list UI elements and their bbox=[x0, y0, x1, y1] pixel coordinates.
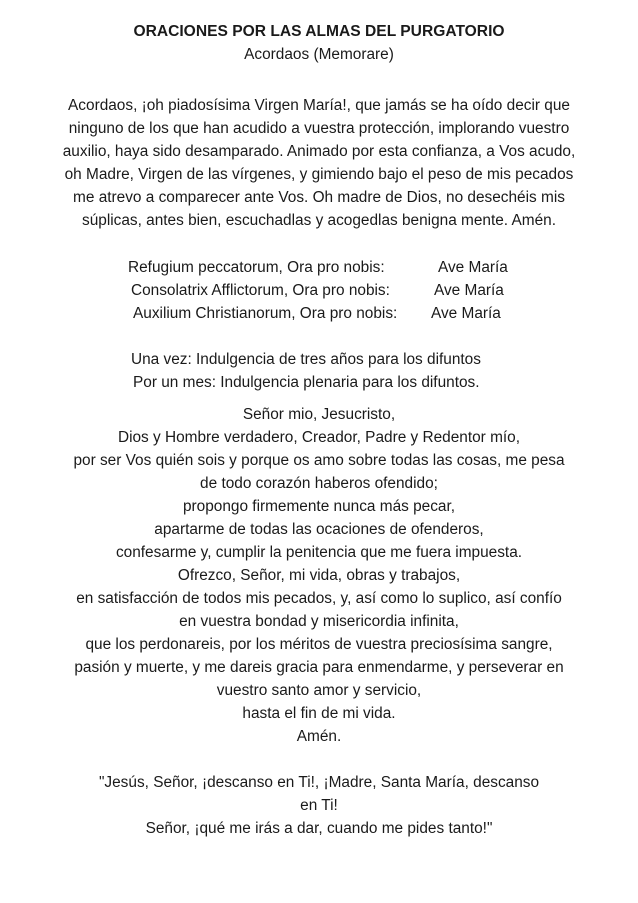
prayer-line: Ofrezco, Señor, mi vida, obras y trabajos, bbox=[177, 567, 461, 584]
prayer-line: en vuestra bondad y misericordia infinita, bbox=[179, 613, 459, 630]
prayer-line: en satisfacción de todos mis pecados, y, así como lo suplico, así confío bbox=[76, 590, 562, 607]
prayer-line: por ser Vos quién sois y porque os amo sobre todas las cosas, me pesa bbox=[73, 452, 565, 469]
page-title: ORACIONES POR LAS ALMAS DEL PURGATORIO bbox=[133, 23, 505, 40]
invocation-text: Refugium peccatorum, Ora pro nobis: bbox=[128, 259, 385, 276]
prayer-line: hasta el fin de mi vida. bbox=[242, 705, 396, 722]
indulgence-line: Por un mes: Indulgencia plenaria para los difuntos. bbox=[133, 374, 480, 391]
invocation-text: Auxilium Christianorum, Ora pro nobis: bbox=[133, 305, 398, 322]
prayer-line: Amén. bbox=[296, 728, 342, 745]
closing-line: Señor, ¡qué me irás a dar, cuando me pides tanto!" bbox=[145, 820, 493, 837]
invocation-response: Ave María bbox=[431, 305, 501, 322]
prayer-line: confesarme y, cumplir la penitencia que me fuera impuesta. bbox=[115, 544, 523, 561]
prayer-line: vuestro santo amor y servicio, bbox=[216, 682, 422, 699]
memorare-line: auxilio, haya sido desamparado. Animado por esta confianza, a Vos acudo, bbox=[62, 143, 576, 160]
invocation-response: Ave María bbox=[438, 259, 508, 276]
page-subtitle: Acordaos (Memorare) bbox=[244, 46, 394, 63]
prayer-line: de todo corazón haberos ofendido; bbox=[200, 475, 438, 492]
prayer-line: que los perdonareis, por los méritos de vuestra preciosísima sangre, bbox=[85, 636, 553, 653]
invocation-text: Consolatrix Afflictorum, Ora pro nobis: bbox=[131, 282, 390, 299]
prayer-line: propongo firmemente nunca más pecar, bbox=[182, 498, 456, 515]
memorare-line: Acordaos, ¡oh piadosísima Virgen María!, que jamás se ha oído decir que bbox=[68, 97, 570, 114]
memorare-line: oh Madre, Virgen de las vírgenes, y gimiendo bajo el peso de mis pecados bbox=[64, 166, 574, 183]
prayer-line: apartarme de todas las ocaciones de ofenderos, bbox=[154, 521, 484, 538]
closing-line: "Jesús, Señor, ¡descanso en Ti!, ¡Madre, Santa María, descanso bbox=[98, 774, 540, 791]
prayer-line: pasión y muerte, y me dareis gracia para enmendarme, y perseverar en bbox=[74, 659, 564, 676]
indulgence-line: Una vez: Indulgencia de tres años para los difuntos bbox=[131, 351, 481, 368]
memorare-line: súplicas, antes bien, escuchadlas y acogedlas benigna mente. Amén. bbox=[82, 212, 556, 229]
memorare-line: me atrevo a comparecer ante Vos. Oh madre de Dios, no desechéis mis bbox=[73, 189, 565, 206]
invocation-response: Ave María bbox=[434, 282, 504, 299]
prayer-line: Dios y Hombre verdadero, Creador, Padre y Redentor mío, bbox=[117, 429, 521, 446]
closing-line: en Ti! bbox=[300, 797, 338, 814]
memorare-line: ninguno de los que han acudido a vuestra protección, implorando vuestro bbox=[68, 120, 570, 137]
prayer-line: Señor mio, Jesucristo, bbox=[242, 406, 396, 423]
